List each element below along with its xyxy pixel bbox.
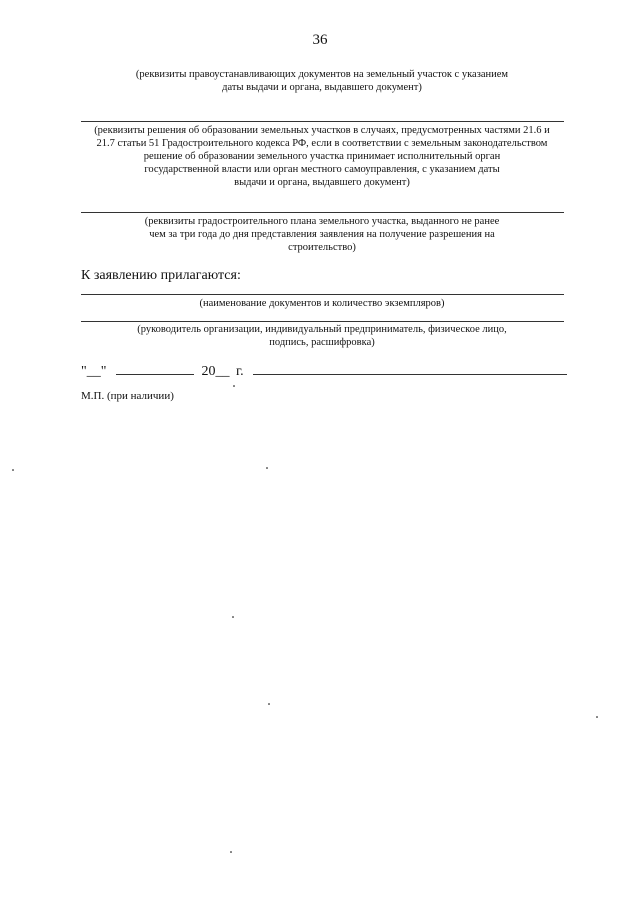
caption-line: подпись, расшифровка) xyxy=(269,337,375,348)
urban-plan-line[interactable] xyxy=(81,212,564,213)
caption-line: (руководитель организации, индивидуальный предприниматель, физическое лицо, xyxy=(137,324,507,335)
signature-caption xyxy=(80,323,564,349)
caption-line: решение об образовании земельного участка принимает исполнительный орган xyxy=(143,151,501,162)
scan-speck xyxy=(596,716,598,718)
signature-blank[interactable] xyxy=(253,360,567,375)
month-blank[interactable] xyxy=(116,360,194,375)
land-formation-decision-line[interactable] xyxy=(81,121,564,122)
attachments-heading: К заявлению прилагаются: xyxy=(81,268,241,283)
page-number: 36 xyxy=(312,32,328,48)
signature-line[interactable] xyxy=(81,321,564,322)
year-suffix: г. xyxy=(235,364,244,379)
land-formation-decision-caption xyxy=(80,124,564,189)
attachments-line[interactable] xyxy=(81,294,564,295)
year-blank[interactable]: __ xyxy=(215,364,230,379)
day-blank[interactable]: __ xyxy=(86,364,101,379)
caption-line: (реквизиты решения об образовании земельных участков в случаях, предусмотренных частями 21.6 и xyxy=(94,125,550,136)
close-quote: " xyxy=(100,364,107,379)
caption-line: даты выдачи и органа, выдавшего документ) xyxy=(222,82,422,93)
caption-line: строительство) xyxy=(288,242,356,253)
scan-speck xyxy=(12,469,14,471)
caption-line: (реквизиты правоустанавливающих документов на земельный участок с указанием xyxy=(135,69,509,80)
scan-speck xyxy=(266,467,268,469)
stamp-label: М.П. (при наличии) xyxy=(81,390,174,402)
urban-plan-caption xyxy=(80,215,564,254)
caption-line: выдачи и органа, выдавшего документ) xyxy=(234,177,410,188)
scan-speck xyxy=(232,616,234,618)
caption-line: 21.7 статьи 51 Градостроительного кодекса РФ, если в соответствии с земельным законодательством xyxy=(96,138,548,149)
caption-line: (реквизиты градостроительного плана земельного участка, выданного не ранее xyxy=(144,216,500,227)
caption-line: государственной власти или орган местного самоуправления, с указанием даты xyxy=(144,164,500,175)
title-documents-caption xyxy=(80,68,564,94)
year-prefix: 20 xyxy=(201,364,216,379)
attachments-caption: (наименование документов и количество экземпляров) xyxy=(199,298,445,309)
caption-line: чем за три года до дня представления заявления на получение разрешения на xyxy=(149,229,495,240)
scan-speck xyxy=(268,703,270,705)
open-quote: " xyxy=(81,364,87,379)
date-line xyxy=(81,360,567,380)
scan-speck xyxy=(230,851,232,853)
scan-speck xyxy=(233,385,235,387)
